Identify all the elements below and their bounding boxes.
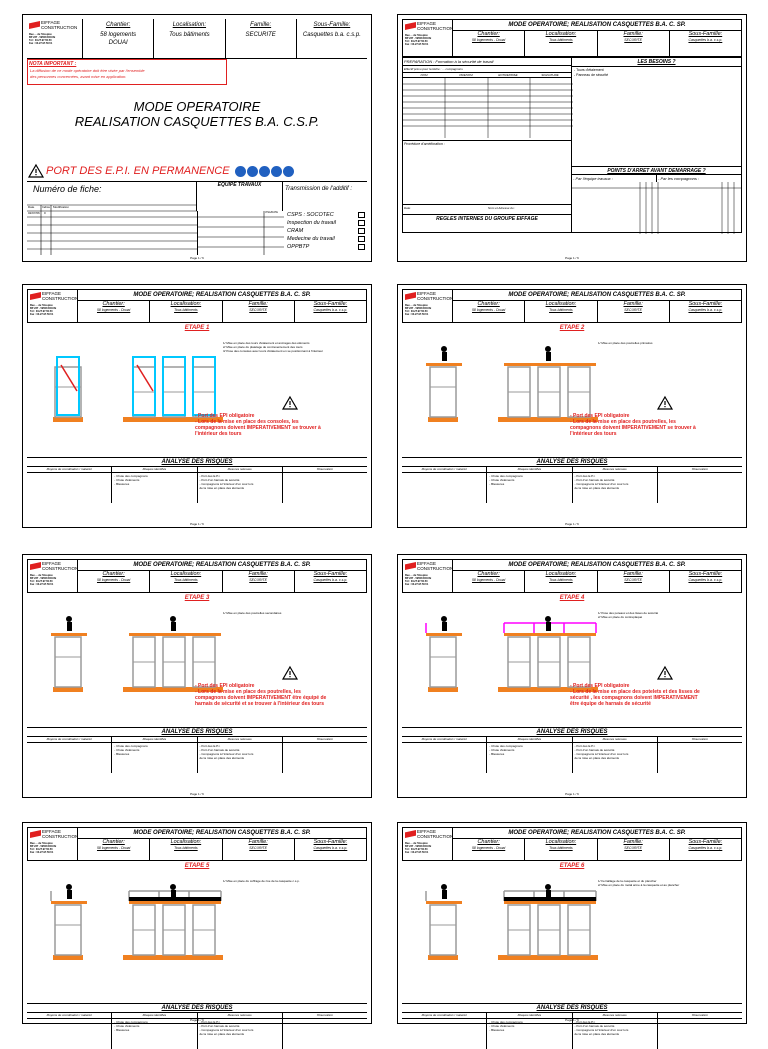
side-tower — [55, 367, 81, 417]
gloves-icon — [247, 166, 258, 177]
warning-icon — [283, 667, 297, 679]
arret-title: POINTS D'ARRET AVANT DEMARRAGE ? — [572, 166, 741, 175]
warning-icon — [283, 397, 297, 409]
sheet-header: EIFFAGE CONSTRUCTION Rue ... de l'Hospice BP 237 - 59508 DOUAI Tél : 03.27.97.50.50 Fax : 03.27.97.50.51 MODE OPERATOIRE; REALISATION CASQUETTES B.A. C. SP. Chantier: 58 logements - Douai Localisation: Tous bâtiments Famille: SECURITE Sous-Famille: Casquettes b.a. c.s.p. — [402, 827, 742, 861]
worker-icon — [545, 346, 551, 352]
analyse-risques: ANALYSE DES RISQUES Moyens de coordination / matériel Risques identifiés Mesures retenues Observation - Chute des compagnons - Chute d'éléments - Blessures - Port des E.P.I. - Port d'un harnais de sécurité - Compagnons à l'intérieur d'un cour lors de la mise en place des éléments — [402, 457, 742, 503]
page-number: Page 1 / 6 — [565, 792, 579, 796]
modif-table — [27, 205, 197, 255]
worker-icon — [170, 616, 176, 622]
page-number: Page 1 / 6 — [565, 256, 579, 260]
recipient-item: CSPS : SOCOTEC — [287, 211, 365, 219]
company-logo: EIFFAGE CONSTRUCTION Rue ... de l'Hospice BP 237 - 59508 DOUAI Tél : 03.27.97.50.50 Fax : 03.27.97.50.51 — [28, 560, 78, 592]
staff-table-header: NOM PRENOM ENTREPRISE SIGNATURE — [403, 72, 571, 78]
nota-text: La diffusion de ce mode opératoire doit être visée par l'ensemble des personnes concernées, avant mise en application. — [30, 68, 145, 79]
cover-sheet — [22, 14, 372, 262]
glasses-icon — [271, 166, 282, 177]
etape-sheet — [22, 284, 372, 528]
worker-icon — [66, 884, 72, 890]
warning-icon — [658, 397, 672, 409]
eiffage-logo-icon — [29, 21, 40, 29]
etape-notes: 1/ Mise en place du coffrage de rive de la casquette c.s.p. — [223, 879, 300, 883]
etape-label: ETAPE 1 — [184, 325, 210, 331]
nota-title: NOTA IMPORTANT : — [29, 61, 77, 67]
page-number: Page 1 / 6 — [190, 522, 204, 526]
staff-table-grid — [403, 78, 573, 138]
analyse-title: ANALYSE DES RISQUES — [402, 458, 742, 467]
nota-box — [27, 59, 227, 85]
worker-icon — [170, 884, 176, 890]
epi-icons — [235, 166, 294, 177]
fiche-label: Numéro de fiche: — [27, 182, 197, 211]
equipe-grid — [197, 211, 283, 255]
warning-icon — [658, 667, 672, 679]
eiffage-logo-icon — [30, 830, 41, 838]
side-tower — [55, 637, 81, 687]
modif-indice-header: Indice — [42, 205, 51, 209]
company-logo: EIFFAGE CONSTRUCTION Rue ... de l'Hospice BP 237 - 59508 DOUAI Tél : 03.27.97.50.50 Fax : 03.27.97.50.51 — [403, 290, 453, 322]
side-tower — [430, 637, 456, 687]
beam — [504, 901, 596, 904]
etape-sheet — [22, 822, 372, 1036]
sheet-header: EIFFAGE CONSTRUCTION Rue ... de l'Hospice BP 237 - 59508 DOUAI Tél : 03.27.97.50.50 Fax : 03.27.97.50.51 MODE OPERATOIRE; REALISATION CASQUETTES B.A. C. SP. Chantier: 58 logements - Douai Localisation: Tous bâtiments Famille: SECURITE Sous-Famille: Casquettes b.a. c.s.p. — [402, 19, 742, 57]
page-number: Page 1 / 6 — [190, 792, 204, 796]
page-number: Page 1 / 6 — [190, 256, 204, 260]
scaffold-drawing — [408, 875, 598, 967]
eiffage-logo-icon — [30, 562, 41, 570]
company-logo: EIFFAGE CONSTRUCTION Rue ... de l'Hospice BP 237 - 59508 DOUAI Tél : 03.27.97.50.50 Fax : 03.27.97.50.51 — [403, 560, 453, 592]
visa-label: VISA/DATE — [265, 211, 278, 214]
modif-first-indice: 0 — [44, 211, 46, 215]
recipient-item: Medecine du travail — [287, 235, 365, 243]
company-logo: EIFFAGE CONSTRUCTION Rue ... de l'Hospice BP 237 - 59508 DOUAI Tél : 03.27.97.50.50 Fax : 03.27.97.50.51 — [28, 828, 78, 860]
famille-cell: Famille: SECURITE — [226, 19, 297, 58]
preparation-box — [402, 57, 572, 233]
recipient-item: OPPBTP — [287, 243, 365, 251]
analyse-title: ANALYSE DES RISQUES — [402, 728, 742, 737]
etape-notes: 1/ Ferraillage de la casquette et du plancher 2/ Mise en place du métal arme à la casquette et au plancher — [598, 879, 680, 887]
analyse-risques: ANALYSE DES RISQUES Moyens de coordination / matériel Risques identifiés Mesures retenues Observation - Chute des compagnons - Chute d'éléments - Blessures - Port des E.P.I. - Port d'un harnais de sécurité - Compagnons à l'intérieur d'un cour lors de la mise en place des éléments — [27, 1003, 367, 1049]
header-title: MODE OPERATOIRE; REALISATION CASQUETTES B.A. C. SP. — [78, 290, 366, 301]
etape-sheet — [397, 554, 747, 798]
helmet-icon — [235, 166, 246, 177]
scaffold-drawing — [33, 875, 223, 967]
equipe-label: EQUIPE TRAVAUX — [217, 182, 262, 188]
modif-text-header: Modification — [53, 205, 70, 209]
arret-columns: - Par l'équipe travaux : - Par les compagnons : — [572, 174, 741, 182]
besoin-item: - Tours d'étaiement — [574, 68, 604, 72]
etape-label: ETAPE 3 — [184, 595, 210, 601]
besoins-title: LES BESOINS ? — [572, 58, 741, 67]
company-logo: EIFFAGE CONSTRUCTION Rue ... de l'Hospice BP 237 - 59508 DOUAI Tél : 03.27.97.50.50 Fax : 03.27.97.50.51 — [27, 19, 83, 58]
recipient-checkbox[interactable] — [358, 244, 365, 250]
preparation-label: PREPARATION : Formation à la sécurité de travail — [403, 58, 571, 66]
header-title: MODE OPERATOIRE; REALISATION CASQUETTES B.A. C. SP. — [453, 20, 741, 31]
beam — [504, 633, 596, 636]
harness-icon — [283, 166, 294, 177]
arret-grid — [572, 182, 742, 234]
sheet-header: EIFFAGE CONSTRUCTION Rue ... de l'Hospice BP 237 - 59508 DOUAI Tél : 03.27.97.50.50 Fax : 03.27.97.50.51 MODE OPERATOIRE; REALISATION CASQUETTES B.A. C. SP. Chantier: 58 logements - Douai Localisation: Tous bâtiments Famille: SECURITE Sous-Famille: Casquettes b.a. c.s.p. — [27, 289, 367, 323]
side-tower — [430, 905, 456, 955]
etape-warning: - Port des EPI obligatoire - Lors de la mise en place des poutrelles, les compagnons doivent IMPERATIVEMENT se trouver à l'intérieur des tours — [570, 413, 696, 437]
side-tower — [430, 367, 456, 417]
recipients-list — [287, 211, 365, 251]
recipient-item: Inspection du travail — [287, 219, 365, 227]
company-logo: EIFFAGE CONSTRUCTION Rue ... de l'Hospice BP 237 - 59508 DOUAI Tél : 03.27.97.50.50 Fax : 03.27.97.50.51 — [28, 290, 78, 322]
header-title: MODE OPERATOIRE; REALISATION CASQUETTES B.A. C. SP. — [453, 290, 741, 301]
etape-notes: 1/ Mise en place des tours d'étaiement et ancrages des éléments 2/ Mise en place du platelage de contreventement des tours 3/ Pose des consoles avec tours d'étaiement en se positionnant à l'intérieur — [223, 341, 324, 353]
analyse-title: ANALYSE DES RISQUES — [27, 728, 367, 737]
recipient-checkbox[interactable] — [358, 212, 365, 218]
footer-fields: Date Nom et Adresse du : — [403, 204, 571, 211]
besoins-list — [572, 67, 741, 79]
warning-icon — [29, 165, 43, 177]
company-address: Rue ... de l'Hospice BP 237 - 59508 DOUAI Tél : 03.27.97.50.50 Fax : 03.27.97.50.51 — [29, 33, 56, 45]
worker-icon — [441, 884, 447, 890]
company-logo: EIFFAGE CONSTRUCTION Rue ... de l'Hospice BP 237 - 59508 DOUAI Tél : 03.27.97.50.50 Fax : 03.27.97.50.51 — [403, 20, 453, 56]
analyse-risques: ANALYSE DES RISQUES Moyens de coordination / matériel Risques identifiés Mesures retenues Observation - Chute des compagnons - Chute d'éléments - Blessures - Port des E.P.I. - Port d'un harnais de sécurité - Compagnons à l'intérieur d'un cour lors de la mise en place des éléments — [27, 727, 367, 773]
worker-icon — [66, 616, 72, 622]
etape-label: ETAPE 5 — [184, 863, 210, 869]
etape-notes: 1/ Mise en place des poutrelles primaires — [598, 341, 653, 345]
analyse-title: ANALYSE DES RISQUES — [402, 1004, 742, 1013]
page-number: Page 1 / 6 — [565, 522, 579, 526]
chantier-cell: Chantier: 58 logements DOUAI — [83, 19, 154, 58]
header-title: MODE OPERATOIRE; REALISATION CASQUETTES B.A. C. SP. — [78, 560, 366, 571]
etape-sheet — [397, 284, 747, 528]
recipient-checkbox[interactable] — [358, 236, 365, 242]
analyse-title: ANALYSE DES RISQUES — [27, 458, 367, 467]
beam — [129, 901, 221, 904]
etape-notes: 1/ Mise en place des poutrelles secondaires — [223, 611, 282, 615]
recipient-checkbox[interactable] — [358, 220, 365, 226]
recipient-checkbox[interactable] — [358, 228, 365, 234]
page-number: Page 1 / 6 — [190, 1018, 204, 1022]
etape-sheet — [397, 822, 747, 1036]
etape-notes: 1/ Pose des poteaux et des lisses de sécurité 2/ Mise en place du contreplaqué — [598, 611, 659, 619]
sheet-header: EIFFAGE CONSTRUCTION Rue ... de l'Hospice BP 237 - 59508 DOUAI Tél : 03.27.97.50.50 Fax : 03.27.97.50.51 MODE OPERATOIRE; REALISATION CASQUETTES B.A. C. SP. Chantier: 58 logements - Douai Localisation: Tous bâtiments Famille: SECURITE Sous-Famille: Casquettes b.a. c.s.p. — [402, 559, 742, 593]
sousfamille-cell: Sous-Famille: Casquettes b.a. c.s.p. — [302, 22, 361, 38]
beam — [504, 363, 596, 366]
analyse-risques: ANALYSE DES RISQUES Moyens de coordination / matériel Risques identifiés Mesures retenues Observation - Chute des compagnons - Chute d'éléments - Blessures - Port des E.P.I. - Port d'un harnais de sécurité - Compagnons à l'intérieur d'un cour lors de la mise en place des éléments — [27, 457, 367, 503]
worker-icon — [545, 884, 551, 890]
worker-icon — [545, 616, 551, 622]
modif-grid — [27, 205, 197, 255]
modif-first-date: 02/07/06 — [28, 211, 40, 215]
eiffage-logo-icon — [30, 292, 41, 300]
sheet-header: EIFFAGE CONSTRUCTION Rue ... de l'Hospice BP 237 - 59508 DOUAI Tél : 03.27.97.50.50 Fax : 03.27.97.50.51 MODE OPERATOIRE; REALISATION CASQUETTES B.A. C. SP. Chantier: 58 logements - Douai Localisation: Tous bâtiments Famille: SECURITE Sous-Famille: Casquettes b.a. c.s.p. — [27, 559, 367, 593]
boots-icon — [259, 166, 270, 177]
etape-label: ETAPE 6 — [559, 863, 585, 869]
effectif-label: Effectif prévu pour la tâche : ... compagnons — [404, 67, 463, 71]
worker-icon — [441, 346, 447, 352]
eiffage-logo-icon — [405, 830, 416, 838]
etape-sheet — [22, 554, 372, 798]
company-logo: EIFFAGE CONSTRUCTION Rue ... de l'Hospice BP 237 - 59508 DOUAI Tél : 03.27.97.50.50 Fax : 03.27.97.50.51 — [403, 828, 453, 860]
etape-warning: - Port des EPI obligatoire - Lors de la mise en place des poutrelles, les compagnons doivent IMPERATIVEMENT être équipé de harnais de sécurité et se trouver à l'intérieur des tours — [195, 683, 327, 707]
modif-date-header: Date — [28, 205, 35, 209]
eiffage-logo-icon — [405, 292, 416, 300]
analyse-title: ANALYSE DES RISQUES — [27, 1004, 367, 1013]
analyse-risques: ANALYSE DES RISQUES Moyens de coordination / matériel Risques identifiés Mesures retenues Observation - Chute des compagnons - Chute d'éléments - Blessures - Port des E.P.I. - Port d'un harnais de sécurité - Compagnons à l'intérieur d'un cour lors de la mise en place des éléments — [402, 727, 742, 773]
etape-warning: - Port des EPI obligatoire - Lors de la mise en place des consoles, les compagnons doivent IMPERATIVEMENT se trouver à l'intérieur des tours — [195, 413, 321, 437]
transmission-label: Transmission de l'additif : — [285, 186, 353, 192]
etape-label: ETAPE 2 — [559, 325, 585, 331]
cover-header — [27, 19, 367, 59]
sheet-header: EIFFAGE CONSTRUCTION Rue ... de l'Hospice BP 237 - 59508 DOUAI Tél : 03.27.97.50.50 Fax : 03.27.97.50.51 MODE OPERATOIRE; REALISATION CASQUETTES B.A. C. SP. Chantier: 58 logements - Douai Localisation: Tous bâtiments Famille: SECURITE Sous-Famille: Casquettes b.a. c.s.p. — [27, 827, 367, 861]
localisation-cell: Localisation: Tous bâtiments — [154, 19, 225, 58]
page-number: Page 1 / 6 — [565, 1018, 579, 1022]
besoins-box — [572, 57, 742, 233]
side-tower — [55, 905, 81, 955]
etape-warning: - Port des EPI obligatoire - Lors de la mise en place des potelets et des lisses de sécurité , les compagnons doivent IMPERATIVEMENT être équipe de harnais de sécurité — [570, 683, 700, 707]
header-title: MODE OPERATOIRE; REALISATION CASQUETTES B.A. C. SP. — [453, 560, 741, 571]
epi-text: PORT DES E.P.I. EN PERMANENCE — [46, 165, 230, 177]
analyse-risques: ANALYSE DES RISQUES Moyens de coordination / matériel Risques identifiés Mesures retenues Observation - Chute des compagnons - Chute d'éléments - Blessures - Port des E.P.I. - Port d'un harnais de sécurité - Compagnons à l'intérieur d'un cour lors de la mise en place des éléments — [402, 1003, 742, 1049]
preparation-sheet — [397, 14, 747, 262]
sheet-header: EIFFAGE CONSTRUCTION Rue ... de l'Hospice BP 237 - 59508 DOUAI Tél : 03.27.97.50.50 Fax : 03.27.97.50.51 MODE OPERATOIRE; REALISATION CASQUETTES B.A. C. SP. Chantier: 58 logements - Douai Localisation: Tous bâtiments Famille: SECURITE Sous-Famille: Casquettes b.a. c.s.p. — [402, 289, 742, 323]
besoin-item: - Panneau de sécurité — [574, 73, 609, 77]
regles-label: REGLES INTERNES DU GROUPE EIFFAGE — [403, 214, 571, 223]
beam — [129, 633, 221, 636]
eiffage-logo-icon — [405, 562, 416, 570]
eiffage-logo-icon — [405, 22, 416, 30]
etape-label: ETAPE 4 — [559, 595, 585, 601]
procedure-label: Procédure d'amélioration : — [403, 140, 571, 147]
worker-icon — [441, 616, 447, 622]
recipient-item: CRAM — [287, 227, 365, 235]
epi-banner — [29, 165, 294, 177]
main-title: MODE OPERATOIRE REALISATION CASQUETTES B.A. C.S.P. — [74, 99, 320, 129]
header-title: MODE OPERATOIRE; REALISATION CASQUETTES B.A. C. SP. — [78, 828, 366, 839]
header-title: MODE OPERATOIRE; REALISATION CASQUETTES B.A. C. SP. — [453, 828, 741, 839]
